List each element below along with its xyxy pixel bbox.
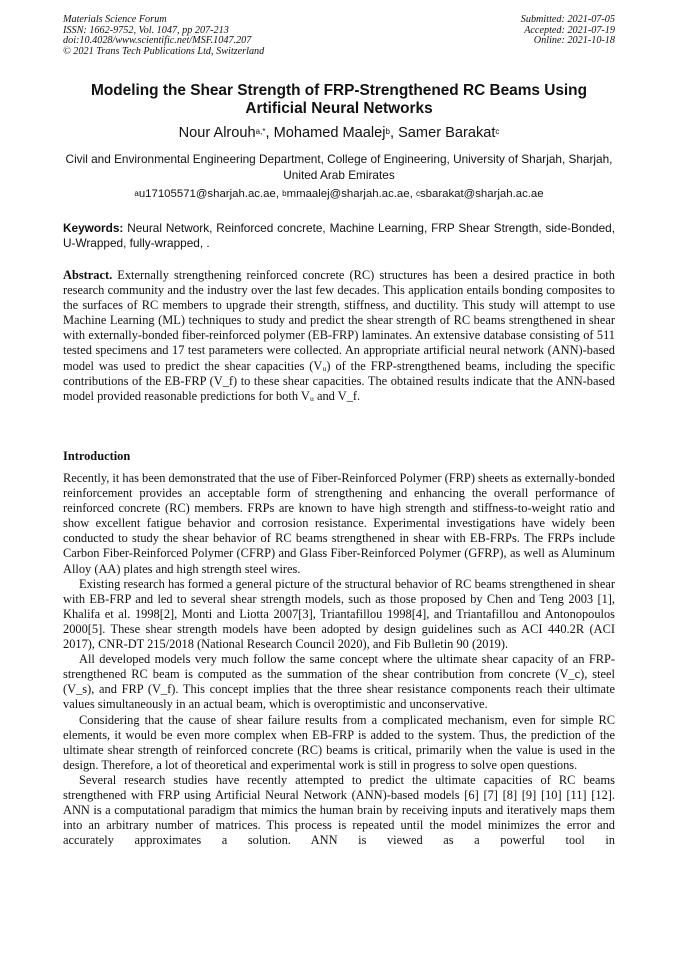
introduction-body <box>63 471 615 848</box>
abstract <box>63 268 615 404</box>
keywords <box>63 221 615 251</box>
author-name: Samer Barakat <box>398 125 496 141</box>
email-list: $^a$u17105571@sharjah.ac.ae, $^b$mmaalej@sharjah.ac.ae, $^c$sbarakat@sharjah.ac.ae <box>134 188 544 200</box>
paragraph: All developed models very much follow the same concept where the ultimate shear capacity of an FRP-strengthened RC beam is computed as the summation of the shear contribution from concrete (V_c), steel (V_s), and FRP (V_f). This concept implies that the three shear resistance components reach their ultimate values simultaneously in an actual beam, which is overoptimistic and unconservative. <box>63 652 615 712</box>
author-marker: b <box>385 127 390 136</box>
affiliation: Civil and Environmental Engineering Department, College of Engineering, University of Sharjah, Sharjah, United Arab Emirates <box>65 152 613 182</box>
email-address[interactable]: sbarakat@sharjah.ac.ae <box>419 188 544 200</box>
email-address[interactable]: u17105571@sharjah.ac.ae <box>138 188 276 200</box>
online-date: Online: 2021-10-18 <box>533 35 615 47</box>
issn-line: ISSN: 1662-9752, Vol. 1047, pp 207-213 <box>63 24 229 36</box>
keywords-label: Keywords: <box>63 221 124 235</box>
journal-name: Materials Science Forum <box>63 14 167 25</box>
copyright-line: © 2021 Trans Tech Publications Ltd, Switzerland <box>63 45 265 57</box>
author-marker: c <box>495 127 500 136</box>
email-address[interactable]: mmaalej@sharjah.ac.ae <box>286 188 410 200</box>
paragraph: Recently, it has been demonstrated that the use of Fiber-Reinforced Polymer (FRP) sheets as externally-bonded reinforcement provides an acceptable form of strengthening and enhancing the overall performance of reinforced concrete (RC) members. FRPs are known to have high strength and stiffness-to-weight ratio and show excellent fatigue behavior and corrosion resistance. Experimental investigations have widely been conducted to study the shear behavior of RC beams strengthened in shear with EB-FRPs. The FRPs include Carbon Fiber-Reinforced Polymer (CFRP) and Glass Fiber-Reinforced Polymer (GFRP), as well as Aluminum Alloy (AA) plates and high strength steel wires. <box>63 471 615 576</box>
author-marker: a,* <box>255 127 266 136</box>
submitted-date: Submitted: 2021-07-05 <box>520 14 615 25</box>
paragraph: Considering that the cause of shear failure results from a complicated mechanism, even for simple RC elements, it would be even more complex when EB-FRP is added to the system. Thus, the prediction of the ultimate shear strength of reinforced concrete (RC) beams is critical, primarily when the value is used in the design. Therefore, a lot of theoretical and experimental work is still in progress to solve open questions. <box>63 712 615 772</box>
author-list: Nour Alrouh$^{a,*}$, Mohamed Maalej$^b$, Samer Barakat$^c$ <box>178 125 500 141</box>
section-heading: Introduction <box>63 449 131 463</box>
journal-info <box>63 15 264 57</box>
author-name: Mohamed Maalej <box>273 125 386 141</box>
accepted-date: Accepted: 2021-07-19 <box>524 24 615 36</box>
paper-title: Modeling the Shear Strength of FRP-Strengthened RC Beams Using Artificial Neural Networks <box>91 82 587 117</box>
paragraph: Existing research has formed a general picture of the structural behavior of RC beams strengthened in shear with EB-FRP and led to several shear strength models, such as those proposed by Chen and Teng 2003 [1], Khalifa et al. 1998[2], Monti and Liotta 2007[3], Triantafillou 1998[4], and Triantafillou and Antonopoulos 2000[5]. These shear strength models have been adopted by design guidelines such as ACI 440.2R (ACI 2017), CNR-DT 215/2018 (National Research Council 2020), and Fib Bulletin 90 (2019). <box>63 576 615 652</box>
author-name: Nour Alrouh <box>178 125 256 141</box>
doi-line: doi:10.4028/www.scientific.net/MSF.1047.207 <box>63 35 252 47</box>
keywords-text: Neural Network, Reinforced concrete, Machine Learning, FRP Shear Strength, side-Bonded, U-Wrapped, fully-wrapped, . <box>63 221 616 250</box>
submission-dates <box>521 15 615 47</box>
abstract-text: Externally strengthening reinforced concrete (RC) structures has been a desired practice in both research community and the industry over the last few decades. This application entails bonding composites to the surfaces of RC members to upgrade their strength, stiffness, and ductility. This study will attempt to use Machine Learning (ML) techniques to study and predict the shear strength of RC beams strengthened in shear with externally-bonded fiber-reinforced polymer (EB-FRP) laminates. An extensive database consisting of 511 tested specimens and 17 test parameters were collected. An appropriate artificial neural network (ANN)-based model was used to predict the shear capacities (Vᵤ) of the FRP-strengthened beams, including the specific contributions of the EB-FRP (V_f) to these shear capacities. The obtained results indicate that the ANN-based model provided reasonable predictions for both Vᵤ and V_f. <box>63 268 615 403</box>
abstract-label: Abstract. <box>63 268 113 282</box>
paragraph: Several research studies have recently attempted to predict the ultimate capacities of RC beams strengthened with FRP using Artificial Neural Network (ANN)-based models [6] [7] [8] [9] [10] [11] [12]. ANN is a computational paradigm that mimics the human brain by receiving inputs and iteratively maps them into an arbitrary number of matrices. This process is repeated until the model minimizes the error and accurately approximates a solution. ANN is viewed as a powerful tool in <box>63 772 615 848</box>
